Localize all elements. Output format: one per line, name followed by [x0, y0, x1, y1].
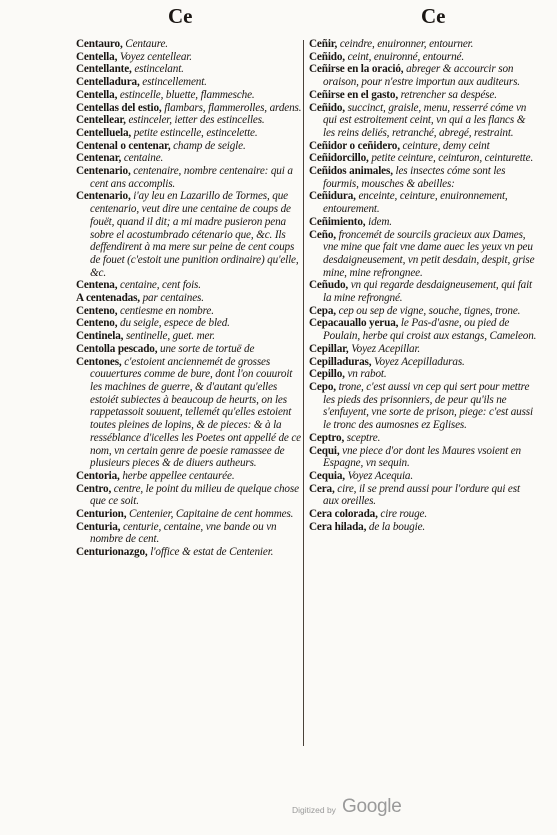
entry-headword: Cepillar,	[309, 342, 349, 355]
entry-headword: Ceñidura,	[309, 190, 356, 203]
entry-definition: par centaines.	[139, 292, 204, 305]
dictionary-entry	[309, 368, 537, 381]
entry-headword: Centinela,	[76, 330, 124, 343]
entry-definition: estincellement.	[139, 76, 207, 89]
entry-headword: Centenario,	[76, 190, 131, 203]
entry-headword: Ceñir,	[309, 38, 338, 50]
entry-definition: Voyez centellear.	[117, 50, 192, 63]
entry-headword: Centeno,	[76, 304, 118, 317]
dictionary-entry	[76, 89, 304, 102]
dictionary-entry	[76, 508, 304, 521]
entry-headword: Cequia,	[309, 469, 345, 482]
entry-headword: Centenar,	[76, 152, 122, 165]
dictionary-entry	[309, 216, 537, 229]
entry-headword: Centro,	[76, 482, 112, 495]
digitized-label: Digitized by	[292, 805, 336, 815]
dictionary-entry	[309, 152, 537, 165]
entry-headword: Ceñidor o ceñidero,	[309, 139, 400, 152]
entry-definition: les insectes cóme sont les fourmis, mousches & abeilles:	[323, 165, 506, 190]
entry-headword: Centenal o centenar,	[76, 139, 171, 152]
entry-definition: ceint, enuironné, entourné.	[344, 50, 464, 63]
dictionary-entry	[76, 165, 304, 190]
dictionary-entry	[76, 546, 304, 559]
entry-headword: Cepa,	[309, 304, 336, 317]
entry-headword: Centones,	[76, 355, 122, 368]
dictionary-entry	[76, 152, 304, 165]
entry-definition: petite estincelle, estincelette.	[131, 126, 258, 139]
entry-definition: estincelant.	[131, 63, 184, 76]
entry-headword: Ceño,	[309, 228, 336, 241]
dictionary-entry	[76, 483, 304, 508]
dictionary-entry	[309, 102, 537, 140]
entry-definition: petite ceinture, ceinturon, ceinturette.	[368, 152, 534, 165]
entry-headword: Ceñido,	[309, 50, 345, 63]
dictionary-entry	[76, 521, 304, 546]
entry-headword: Ceñimiento,	[309, 215, 366, 228]
entry-headword: Ceñidorcillo,	[309, 152, 369, 165]
entry-definition: Voyez Acequia.	[344, 469, 414, 482]
entry-definition: succinct, graisle, menu, resserré cóme vn qui est estroitement ceint, vn qui a les flancs & les reins deliés, retranché, abregé, restraint.	[323, 101, 527, 139]
entry-headword: Centelluela,	[76, 126, 132, 139]
dictionary-entry	[309, 89, 537, 102]
entry-definition: l'office & estat de Centenier.	[147, 546, 274, 559]
dictionary-entry	[309, 508, 537, 521]
entry-definition: le Pas-d'asne, ou pied de Poulain, herbe qui croist aux estangs, Cameleon.	[323, 317, 537, 343]
entry-headword: Centellear,	[76, 114, 126, 127]
dictionary-entry	[76, 343, 304, 356]
dictionary-entry	[76, 356, 304, 470]
entry-definition: centaine, cent fois.	[117, 279, 201, 292]
running-head-right: Ce	[421, 4, 446, 28]
entry-definition: centiesme en nombre.	[117, 304, 214, 317]
dictionary-entry	[76, 140, 304, 153]
dictionary-entry	[76, 190, 304, 279]
digitized-watermark	[292, 796, 452, 820]
dictionary-entry	[309, 190, 537, 215]
dictionary-entry	[76, 470, 304, 483]
entry-headword: Ceñidos animales,	[309, 165, 393, 178]
dictionary-entry	[76, 305, 304, 318]
entry-headword: Centelladura,	[76, 76, 140, 89]
entry-headword: Cequi,	[309, 444, 340, 457]
entry-headword: Centuria,	[76, 520, 121, 533]
dictionary-entry	[76, 279, 304, 292]
entry-headword: Centella,	[76, 88, 118, 101]
dictionary-entry	[309, 381, 537, 432]
dictionary-entry	[309, 356, 537, 369]
entry-definition: abreger & accourcir son oraison, pour n'estre importun aux auditeurs.	[323, 63, 520, 89]
entry-headword: Cepilladuras,	[309, 355, 372, 368]
entry-definition: Centaure.	[122, 38, 168, 50]
entry-definition: flambars, flammerolles, ardens.	[161, 101, 302, 114]
entry-headword: Centella,	[76, 50, 118, 63]
entry-headword: Centoria,	[76, 469, 120, 482]
dictionary-entry	[309, 51, 537, 64]
entry-headword: Ceptro,	[309, 431, 345, 444]
entry-definition: une sorte de tortuë de	[157, 342, 255, 355]
dictionary-entry	[76, 114, 304, 127]
entry-definition: Centenier, Capitaine de cent hommes.	[126, 508, 294, 521]
column-divider	[303, 40, 304, 746]
dictionary-entry	[76, 292, 304, 305]
dictionary-entry	[309, 140, 537, 153]
entry-definition: champ de seigle.	[170, 139, 246, 152]
entry-headword: Centena,	[76, 279, 118, 292]
entry-definition: centenaire, nombre centenaire: qui a cent ans accomplis.	[90, 165, 293, 190]
right-column	[309, 38, 537, 533]
entry-headword: Cepo,	[309, 380, 336, 393]
dictionary-entry	[309, 63, 537, 88]
dictionary-entry	[76, 51, 304, 64]
entry-definition: idem.	[365, 215, 392, 228]
entry-definition: ceindre, enuironner, entourner.	[337, 38, 474, 50]
entry-headword: Cepillo,	[309, 368, 345, 381]
entry-definition: ceinture, demy ceint	[399, 139, 490, 152]
left-column	[76, 38, 304, 559]
dictionary-entry	[309, 445, 537, 470]
entry-definition: enceinte, ceinture, enuironnement, entourement.	[323, 190, 508, 216]
entry-definition: cire rouge.	[377, 508, 427, 521]
entry-headword: Centauro,	[76, 38, 123, 50]
dictionary-entry	[309, 229, 537, 280]
entry-definition: vn rabot.	[344, 368, 387, 381]
entry-headword: Centurion,	[76, 508, 127, 521]
dictionary-entry	[76, 76, 304, 89]
entry-definition: du seigle, espece de bled.	[117, 317, 230, 330]
entry-headword: Centeno,	[76, 317, 118, 330]
entry-definition: cire, il se prend aussi pour l'ordure qui est aux oreilles.	[323, 482, 520, 508]
dictionary-entry	[76, 63, 304, 76]
entry-definition: Voyez Acepilladuras.	[371, 355, 465, 368]
entry-headword: Centurionazgo,	[76, 546, 148, 559]
entry-definition: i'ay leu en Lazarillo de Tormes, que centenario, veut dire une centaine de coups de fouët, quand il dit; a mi madre pusieron pena sobre el acostumbrado cétenario que, &c. Ils deffendirent à ma mere sur peine de cent coups de fouet (c'estoit une punition ordinaire) qu'elle, &c.	[90, 190, 299, 279]
dictionary-entry	[309, 165, 537, 190]
entry-definition: vne piece d'or dont les Maures vsoient en Espagne, vn sequin.	[323, 444, 521, 470]
dictionary-entry	[309, 521, 537, 534]
entry-headword: Ceñudo,	[309, 279, 349, 292]
google-logo: Google	[342, 796, 402, 817]
entry-headword: Cepacauallo yerua,	[309, 317, 399, 330]
entry-headword: Ceñirse en la oració,	[309, 63, 404, 76]
dictionary-entry	[309, 305, 537, 318]
running-head-left: Ce	[168, 4, 193, 28]
entry-definition: vn qui regarde desdaigneusement, qui fait la mine refrongné.	[323, 279, 533, 305]
dictionary-entry	[76, 127, 304, 140]
entry-headword: Cera colorada,	[309, 508, 378, 521]
dictionary-entry	[76, 317, 304, 330]
entry-definition: centurie, centaine, vne bande ou vn nombre de cent.	[90, 520, 277, 546]
entry-definition: sceptre.	[344, 431, 381, 444]
dictionary-entry	[309, 317, 537, 342]
entry-definition: de la bougie.	[366, 520, 426, 533]
entry-headword: Cera hilada,	[309, 520, 367, 533]
page-header	[0, 4, 557, 34]
entry-headword: Centenario,	[76, 165, 131, 178]
dictionary-entry	[309, 38, 537, 51]
entry-definition: estinceler, ietter des estincelles.	[125, 114, 265, 127]
entry-definition: c'estoient anciennemét de grosses couuertures comme de bure, dont l'on couuroit les machines de guerre, & d'autant qu'elles estoiét subiectes à beaucoup de heurts, on les rappetassoit souuent, tellemét qu'elles estoient toutes pleines de lopins, & de pieces: & à la resséblance d'icelles les Poetes ont appellé de ce nom, vn certain genre de poesie ramassee de plusieurs pieces & de diuers autheurs.	[90, 355, 302, 470]
dictionary-entry	[76, 330, 304, 343]
entry-headword: Centellas del estio,	[76, 101, 162, 114]
entry-definition: trone, c'est aussi vn cep qui sert pour mettre les pieds des prisonniers, de peur qu'ils ne s'enfuyent, vne sorte de prison, piege: c'est aussi le tronc des aumosnes ez Eglises.	[323, 380, 533, 432]
entry-definition: herbe appellee centaurée.	[119, 469, 235, 482]
entry-definition: sentinelle, guet. mer.	[123, 330, 215, 343]
entry-headword: A centenadas,	[76, 292, 140, 305]
entry-headword: Ceñirse en el gasto,	[309, 88, 398, 101]
dictionary-entry	[309, 483, 537, 508]
entry-definition: retrencher sa despése.	[397, 88, 497, 101]
dictionary-entry	[76, 102, 304, 115]
entry-definition: estincelle, bluette, flammesche.	[117, 88, 255, 101]
entry-definition: cep ou sep de vigne, souche, tignes, trone.	[335, 304, 521, 317]
entry-definition: Voyez Acepillar.	[348, 342, 421, 355]
entry-headword: Ceñido,	[309, 101, 345, 114]
dictionary-entry	[76, 38, 304, 51]
entry-definition: froncemét de sourcils gracieux aux Dames, vne mine que fait vne dame auec les yeux vn peu desdaigneusement, vn petit desdain, despit, grise mine, mine refrongnee.	[323, 228, 535, 279]
dictionary-entry	[309, 432, 537, 445]
entry-definition: centaine.	[121, 152, 164, 165]
entry-headword: Cera,	[309, 482, 335, 495]
dictionary-entry	[309, 279, 537, 304]
dictionary-entry	[309, 470, 537, 483]
entry-definition: centre, le point du milieu de quelque chose que ce soit.	[90, 482, 299, 508]
entry-headword: Centellante,	[76, 63, 132, 76]
dictionary-entry	[309, 343, 537, 356]
entry-headword: Centolla pescado,	[76, 342, 158, 355]
